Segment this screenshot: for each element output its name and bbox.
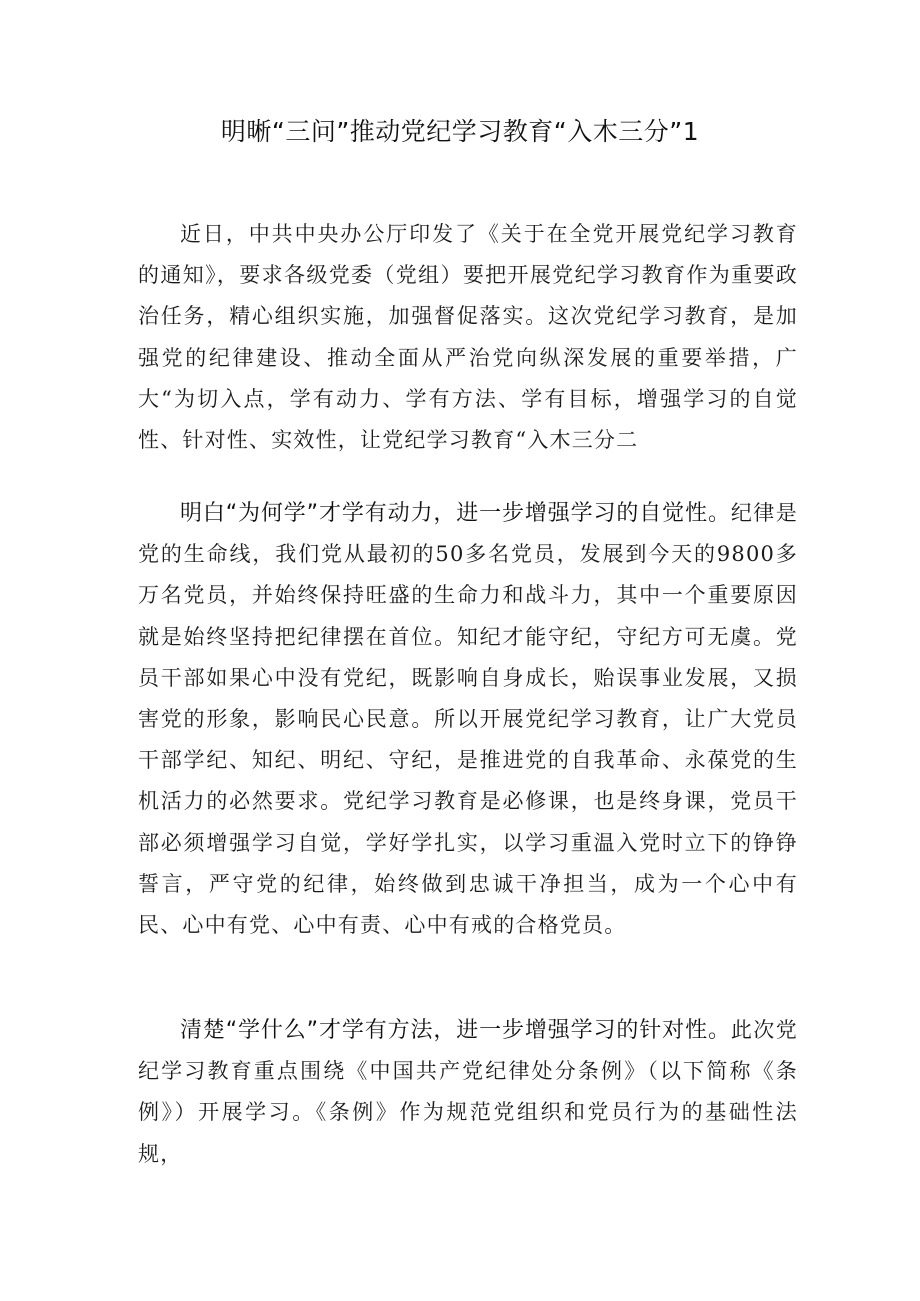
paragraph-2 [138,493,798,946]
paragraph-2-lead: 明白“为何学”才学有动力，进一步增强学习的自觉性。 [180,501,731,526]
paragraph-3-body [138,1010,798,1175]
document-title: 明晰“三问”推动党纪学习教育“入木三分”1 [220,117,700,146]
paragraph-1 [138,214,798,461]
paragraph-3-text: 此次党纪学习教育重点围绕《中国共产党纪律处分条例》（以下简称《条例》）开展学习。《条例》作为规范党组织和党员行为的基础性法规， [138,1018,798,1166]
paragraph-2-text: 纪律是党的生命线，我们党从最初的50多名党员，发展到今天的9800多万名党员，并始终保持旺盛的生命力和战斗力，其中一个重要原因就是始终坚持把纪律摆在首位。知纪才能守纪，守纪方可无虞。党员干部如果心中没有党纪，既影响自身成长，贻误事业发展，又损害党的形象，影响民心民意。所以开展党纪学习教育，让广大党员干部学纪、知纪、明纪、守纪，是推进党的自我革命、永葆党的生机活力的必然要求。党纪学习教育是必修课，也是终身课，党员干部必须增强学习自觉，学好学扎实，以学习重温入党时立下的铮铮誓言，严守党的纪律，始终做到忠诚干净担当，成为一个心中有民、心中有党、心中有责、心中有戒的合格党员。 [138,501,798,938]
paragraph-2-body [138,493,798,946]
paragraph-1-body: 近日，中共中央办公厅印发了《关于在全党开展党纪学习教育的通知》，要求各级党委（党组）要把开展党纪学习教育作为重要政治任务，精心组织实施，加强督促落实。这次党纪学习教育，是加强党的纪律建设、推动全面从严治党向纵深发展的重要举措，广大“为切入点，学有动力、学有方法、学有目标，增强学习的自觉性、针对性、实效性，让党纪学习教育“入木三分二 [138,222,798,453]
paragraph-3 [138,1010,798,1175]
paragraph-3-lead: 清楚“学什么”才学有方法，进一步增强学习的针对性。 [180,1018,731,1043]
